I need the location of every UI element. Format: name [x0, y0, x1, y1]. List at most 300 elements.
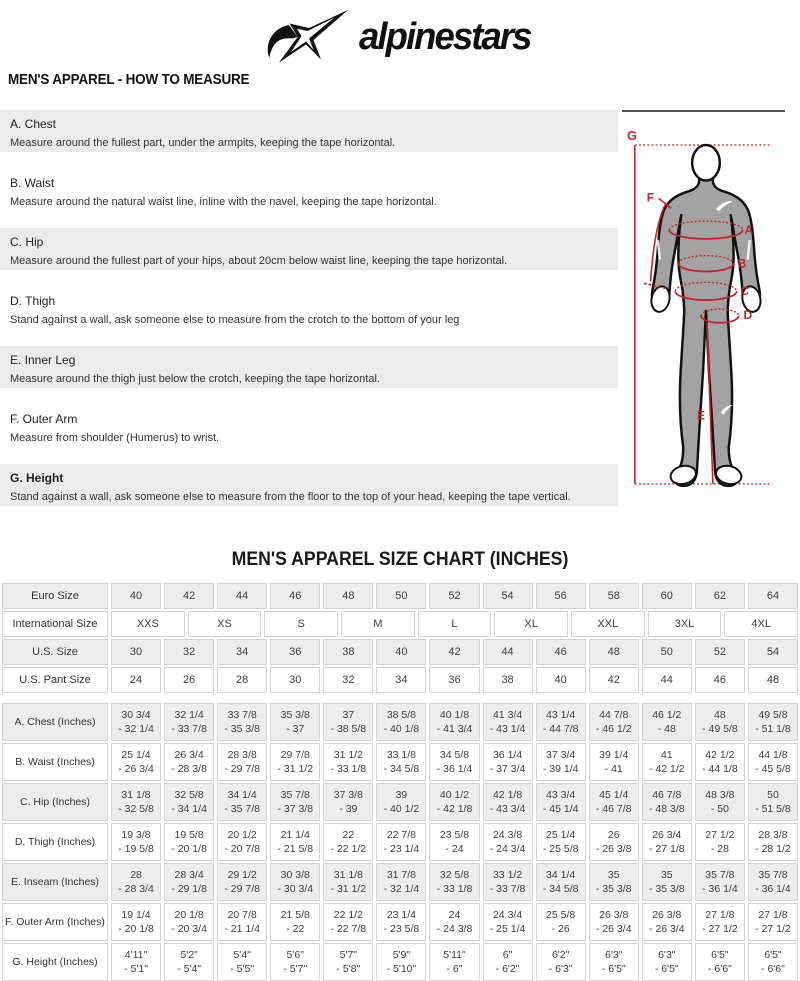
range-min: 6'3": [605, 949, 623, 961]
range-cell: [695, 823, 745, 861]
range-cell: [270, 783, 320, 821]
range-max: - 31 1/2: [277, 763, 314, 775]
range-cell: [642, 783, 692, 821]
size-row: [2, 583, 798, 609]
range-cell: [695, 783, 745, 821]
range-min: 6'3": [658, 949, 676, 961]
range-min: 26 3/4: [174, 749, 204, 761]
measurement-table: [2, 703, 798, 981]
size-cell: 56: [536, 583, 586, 609]
page-title: MEN'S APPAREL - HOW TO MEASURE: [8, 72, 250, 88]
range-max: - 35 3/8: [224, 723, 260, 735]
range-cell: [429, 943, 479, 981]
alpinestars-logo: [0, 0, 800, 68]
range-min: 5'11": [443, 949, 466, 961]
range-min: 29 7/8: [280, 749, 310, 761]
range-cell: [642, 743, 692, 781]
range-min: 28 3/8: [227, 749, 257, 761]
range-cell: [270, 943, 320, 981]
size-cell: 44: [642, 667, 692, 693]
range-max: - 28 3/4: [118, 883, 154, 895]
range-min: 31 1/8: [333, 869, 363, 881]
range-cell: [217, 783, 267, 821]
range-min: 37 3/8: [333, 789, 363, 801]
size-cell: S: [264, 611, 338, 637]
measure-item: [0, 287, 618, 329]
range-min: 39: [395, 789, 408, 801]
range-min: 34 1/4: [546, 869, 576, 881]
row-label: F. Outer Arm (Inches): [2, 903, 108, 941]
range-max: - 26 3/4: [118, 763, 154, 775]
range-min: 22 7/8: [386, 829, 417, 841]
range-min: 19 5/8: [174, 829, 204, 841]
figure-label-chest: A: [744, 222, 754, 237]
range-min: 37 3/4: [546, 749, 576, 761]
range-min: 44 1/8: [758, 749, 788, 761]
range-cell: [429, 703, 479, 741]
range-min: 6": [502, 949, 513, 961]
measure-item-text: Stand against a wall, ask someone else to measure from the crotch to the bottom of your leg: [10, 314, 460, 326]
range-min: 19 3/8: [121, 829, 151, 841]
measure-item-text: Measure around the fullest part of your hips, about 20cm below waist line, keeping the tape horizontal.: [10, 255, 508, 267]
range-max: - 25 5/8: [542, 843, 579, 855]
range-max: - 5'7": [283, 963, 308, 975]
range-min: 48 3/8: [705, 789, 735, 801]
size-cell: 24: [111, 667, 161, 693]
range-max: - 34 5/8: [542, 883, 579, 895]
size-cell: 60: [642, 583, 692, 609]
range-cell: [323, 743, 373, 781]
range-max: - 23 1/4: [383, 843, 420, 855]
range-max: - 44 7/8: [542, 723, 579, 735]
range-cell: [642, 903, 692, 941]
range-cell: [217, 743, 267, 781]
range-cell: [376, 903, 426, 941]
range-max: - 20 1/8: [118, 923, 154, 935]
range-min: 21 5/8: [280, 909, 310, 921]
range-cell: [217, 903, 267, 941]
range-min: 48: [714, 709, 726, 721]
range-min: 26 3/8: [599, 909, 629, 921]
range-min: 23 1/4: [386, 909, 417, 921]
range-cell: [111, 743, 161, 781]
range-cell: [164, 743, 214, 781]
size-cell: 26: [164, 667, 214, 693]
range-min: 4'11": [124, 949, 148, 961]
range-max: - 49 5/8: [702, 723, 738, 735]
range-cell: [323, 943, 373, 981]
measure-row: [2, 743, 798, 781]
measure-item-label: E. Inner Leg: [10, 353, 76, 367]
row-label: U.S. Size: [2, 639, 108, 665]
range-min: 35 3/8: [280, 709, 310, 721]
size-row: [2, 667, 798, 693]
size-cell: 46: [270, 583, 320, 609]
how-to-measure-section: [0, 110, 800, 523]
range-cell: [270, 743, 320, 781]
range-cell: [164, 903, 214, 941]
range-cell: [695, 743, 745, 781]
size-cell: XXS: [111, 611, 185, 637]
range-max: - 42 1/8: [436, 803, 473, 815]
size-cell: XL: [494, 611, 568, 637]
measure-item-label: G. Height: [10, 471, 64, 485]
row-label: D. Thigh (Inches): [2, 823, 108, 861]
range-max: - 20 3/4: [171, 923, 207, 935]
range-max: - 26 3/4: [649, 923, 685, 935]
row-label: U.S. Pant Size: [2, 667, 108, 693]
range-cell: [483, 783, 533, 821]
range-min: 41: [660, 749, 673, 761]
range-min: 40 1/2: [439, 789, 470, 801]
row-label: B. Waist (Inches): [2, 743, 108, 781]
range-max: - 24 3/4: [489, 843, 526, 855]
range-cell: [536, 903, 586, 941]
range-cell: [217, 863, 267, 901]
range-max: - 35 3/8: [649, 883, 685, 895]
range-max: - 21 5/8: [277, 843, 314, 855]
size-cell: 58: [589, 583, 639, 609]
size-cell: 36: [270, 639, 320, 665]
range-cell: [323, 783, 373, 821]
range-min: 33 1/8: [386, 749, 417, 761]
size-cell: 4XL: [724, 611, 798, 637]
range-min: 35: [607, 869, 620, 881]
range-min: 28: [130, 869, 142, 881]
range-min: 5'4": [233, 949, 251, 961]
size-conversion-table: [2, 583, 798, 693]
range-max: - 48: [657, 723, 676, 735]
body-silhouette: [652, 173, 760, 486]
range-max: - 43 1/4: [489, 723, 526, 735]
range-min: 24 3/4: [492, 909, 523, 921]
size-cell: 42: [589, 667, 639, 693]
size-cell: L: [418, 611, 492, 637]
range-max: - 5'4": [177, 963, 202, 975]
size-cell: 52: [429, 583, 479, 609]
range-cell: [536, 943, 586, 981]
range-min: 27 1/8: [758, 909, 788, 921]
range-cell: [111, 783, 161, 821]
range-cell: [695, 943, 745, 981]
range-min: 20 1/8: [174, 909, 204, 921]
range-cell: [536, 743, 586, 781]
measure-item-label: A. Chest: [10, 117, 57, 131]
range-max: - 35 7/8: [224, 803, 260, 815]
range-cell: [429, 863, 479, 901]
range-max: - 37 3/8: [277, 803, 314, 815]
size-cell: 42: [429, 639, 479, 665]
range-min: 32 5/8: [439, 869, 470, 881]
range-min: 34 5/8: [439, 749, 470, 761]
range-min: 6'5": [711, 949, 729, 961]
range-max: - 32 5/8: [118, 803, 154, 815]
range-cell: [536, 823, 586, 861]
range-max: - 33 1/8: [330, 763, 367, 775]
size-cell: 64: [748, 583, 798, 609]
range-max: - 45 1/4: [542, 803, 579, 815]
size-cell: 38: [323, 639, 373, 665]
range-min: 20 7/8: [227, 909, 257, 921]
size-cell: 30: [270, 667, 320, 693]
range-cell: [217, 823, 267, 861]
range-min: 38 5/8: [386, 709, 417, 721]
range-min: 29 1/2: [227, 869, 257, 881]
measure-item: [0, 110, 618, 152]
range-max: - 21 1/4: [224, 923, 260, 935]
range-cell: [323, 863, 373, 901]
size-cell: 32: [164, 639, 214, 665]
range-min: 28 3/8: [758, 829, 788, 841]
range-min: 27 1/8: [705, 909, 735, 921]
range-cell: [376, 943, 426, 981]
range-cell: [748, 903, 798, 941]
range-min: 35 7/8: [705, 869, 735, 881]
range-min: 24: [448, 909, 461, 921]
range-cell: [642, 863, 692, 901]
range-max: - 29 7/8: [224, 883, 260, 895]
range-cell: [270, 863, 320, 901]
range-max: - 6'5": [654, 963, 679, 975]
range-max: - 39 1/4: [542, 763, 579, 775]
range-min: 44 7/8: [599, 709, 629, 721]
measure-item-label: B. Waist: [10, 176, 55, 190]
size-cell: M: [341, 611, 415, 637]
range-max: - 28 3/8: [171, 763, 207, 775]
row-label: E. Inseam (Inches): [2, 863, 108, 901]
range-max: - 24 3/8: [436, 923, 473, 935]
range-cell: [536, 783, 586, 821]
range-max: - 6'6": [707, 963, 732, 975]
range-max: - 22: [286, 923, 305, 935]
range-max: - 33 7/8: [489, 883, 526, 895]
logo-wordmark: alpinestars: [358, 15, 531, 58]
range-min: 22: [342, 829, 355, 841]
range-cell: [483, 823, 533, 861]
size-row: [2, 611, 798, 637]
measure-item: [0, 464, 618, 506]
range-max: - 48 3/8: [649, 803, 685, 815]
range-cell: [589, 823, 639, 861]
size-cell: 44: [483, 639, 533, 665]
range-cell: [270, 823, 320, 861]
range-cell: [748, 743, 798, 781]
size-cell: 62: [695, 583, 745, 609]
range-max: - 36 1/4: [702, 883, 738, 895]
size-cell: 38: [483, 667, 533, 693]
body-figure-diagram: [622, 112, 785, 505]
range-max: - 45 5/8: [755, 763, 791, 775]
size-cell: XXL: [571, 611, 645, 637]
range-min: 46 1/2: [652, 709, 682, 721]
range-cell: [748, 863, 798, 901]
range-min: 33 7/8: [227, 709, 257, 721]
range-cell: [376, 863, 426, 901]
range-cell: [217, 703, 267, 741]
measure-row: [2, 783, 798, 821]
range-max: - 34 1/4: [171, 803, 207, 815]
measure-item: [0, 405, 618, 447]
range-min: 24 3/8: [492, 829, 523, 841]
range-max: - 42 1/2: [649, 763, 685, 775]
size-cell: 48: [323, 583, 373, 609]
range-cell: [376, 703, 426, 741]
size-cell: 34: [217, 639, 267, 665]
row-label: International Size: [2, 611, 108, 637]
range-max: - 5'8": [336, 963, 361, 975]
range-min: 26 3/8: [652, 909, 682, 921]
range-cell: [429, 903, 479, 941]
range-max: - 5'5": [230, 963, 255, 975]
range-min: 31 1/8: [121, 789, 151, 801]
range-max: - 24: [445, 843, 464, 855]
range-min: 42 1/8: [492, 789, 523, 801]
range-max: - 51 1/8: [755, 723, 791, 735]
range-cell: [589, 903, 639, 941]
range-min: 27 1/2: [705, 829, 735, 841]
range-min: 45 1/4: [599, 789, 629, 801]
measure-row: [2, 703, 798, 741]
range-min: 30 3/4: [121, 709, 151, 721]
size-cell: 54: [483, 583, 533, 609]
range-max: - 37: [286, 723, 305, 735]
range-cell: [217, 943, 267, 981]
size-cell: 32: [323, 667, 373, 693]
range-min: 37: [342, 709, 355, 721]
measure-item-label: C. Hip: [10, 235, 44, 249]
range-min: 25 1/4: [546, 829, 576, 841]
range-min: 39 1/4: [599, 749, 629, 761]
range-min: 5'2": [180, 949, 198, 961]
range-cell: [695, 863, 745, 901]
measure-item-label: F. Outer Arm: [10, 412, 78, 426]
range-cell: [111, 863, 161, 901]
range-min: 36 1/4: [492, 749, 523, 761]
range-cell: [323, 903, 373, 941]
range-max: - 33 1/8: [436, 883, 473, 895]
range-cell: [323, 703, 373, 741]
measure-item-label: D. Thigh: [10, 294, 56, 308]
range-min: 28 3/4: [174, 869, 204, 881]
range-cell: [589, 943, 639, 981]
range-cell: [376, 743, 426, 781]
range-cell: [642, 943, 692, 981]
range-max: - 43 3/4: [489, 803, 526, 815]
row-label: C. Hip (Inches): [2, 783, 108, 821]
range-max: - 34 5/8: [383, 763, 420, 775]
size-cell: 50: [642, 639, 692, 665]
size-chart-tables: [2, 583, 798, 981]
range-cell: [483, 943, 533, 981]
range-max: - 31 1/2: [330, 883, 367, 895]
range-min: 35 7/8: [758, 869, 788, 881]
range-max: - 19 5/8: [118, 843, 154, 855]
measure-row: [2, 903, 798, 941]
range-cell: [748, 823, 798, 861]
range-cell: [748, 783, 798, 821]
size-cell: 28: [217, 667, 267, 693]
range-cell: [589, 703, 639, 741]
range-min: 33 1/2: [492, 869, 523, 881]
size-cell: XS: [188, 611, 262, 637]
range-min: 23 5/8: [439, 829, 470, 841]
range-cell: [270, 903, 320, 941]
range-min: 20 1/2: [227, 829, 257, 841]
size-chart-title: MEN'S APPAREL SIZE CHART (INCHES): [231, 549, 569, 570]
range-max: - 41: [604, 763, 623, 775]
size-cell: 36: [429, 667, 479, 693]
range-max: - 20 1/8: [171, 843, 207, 855]
size-cell: 54: [748, 639, 798, 665]
row-label: G. Height (Inches): [2, 943, 108, 981]
range-min: 41 3/4: [492, 709, 523, 721]
range-max: - 36 1/4: [755, 883, 791, 895]
figure-label-height: G: [626, 128, 637, 144]
range-max: - 6'2": [495, 963, 520, 975]
range-min: 6'5": [764, 949, 782, 961]
range-max: - 37 3/4: [489, 763, 526, 775]
range-min: 31 7/8: [386, 869, 417, 881]
range-cell: [589, 743, 639, 781]
row-label: Euro Size: [2, 583, 108, 609]
range-min: 31 1/2: [333, 749, 363, 761]
measure-item-text: Measure around the thigh just below the crotch, keeping the tape horizontal.: [10, 373, 380, 385]
size-cell: 44: [217, 583, 267, 609]
range-cell: [642, 703, 692, 741]
range-max: - 30 3/4: [277, 883, 314, 895]
range-max: - 6'5": [601, 963, 626, 975]
range-cell: [589, 863, 639, 901]
range-max: - 28: [710, 843, 729, 855]
measure-item: [0, 346, 618, 388]
row-label: A. Chest (Inches): [2, 703, 108, 741]
range-min: 46 7/8: [652, 789, 682, 801]
measure-row: [2, 863, 798, 901]
range-min: 43 3/4: [546, 789, 576, 801]
range-max: - 29 7/8: [224, 763, 260, 775]
range-min: 43 1/4: [546, 709, 576, 721]
range-cell: [536, 863, 586, 901]
range-min: 19 1/4: [121, 909, 151, 921]
range-cell: [376, 783, 426, 821]
measure-row: [2, 943, 798, 981]
range-min: 32 5/8: [174, 789, 204, 801]
range-cell: [695, 903, 745, 941]
alpinestars-star-icon: [263, 7, 355, 67]
range-min: 21 1/4: [280, 829, 310, 841]
range-max: - 32 1/4: [383, 883, 420, 895]
size-row: [2, 639, 798, 665]
measure-item-text: Measure around the fullest part, under the armpits, keeping the tape horizontal.: [10, 137, 396, 149]
range-max: - 22 7/8: [330, 923, 367, 935]
range-max: - 23 5/8: [383, 923, 420, 935]
range-max: - 33 7/8: [171, 723, 207, 735]
size-cell: 40: [111, 583, 161, 609]
range-cell: [483, 903, 533, 941]
size-cell: 3XL: [648, 611, 722, 637]
figure-label-inner-leg: E: [697, 408, 705, 423]
range-min: 6'2": [551, 949, 570, 961]
size-cell: 42: [164, 583, 214, 609]
range-min: 30 3/8: [280, 869, 310, 881]
size-cell: 46: [536, 639, 586, 665]
range-cell: [111, 943, 161, 981]
range-max: - 27 1/2: [755, 923, 791, 935]
range-max: - 32 1/4: [118, 723, 154, 735]
range-min: 25 1/4: [121, 749, 151, 761]
range-cell: [429, 783, 479, 821]
range-max: - 50: [710, 803, 729, 815]
